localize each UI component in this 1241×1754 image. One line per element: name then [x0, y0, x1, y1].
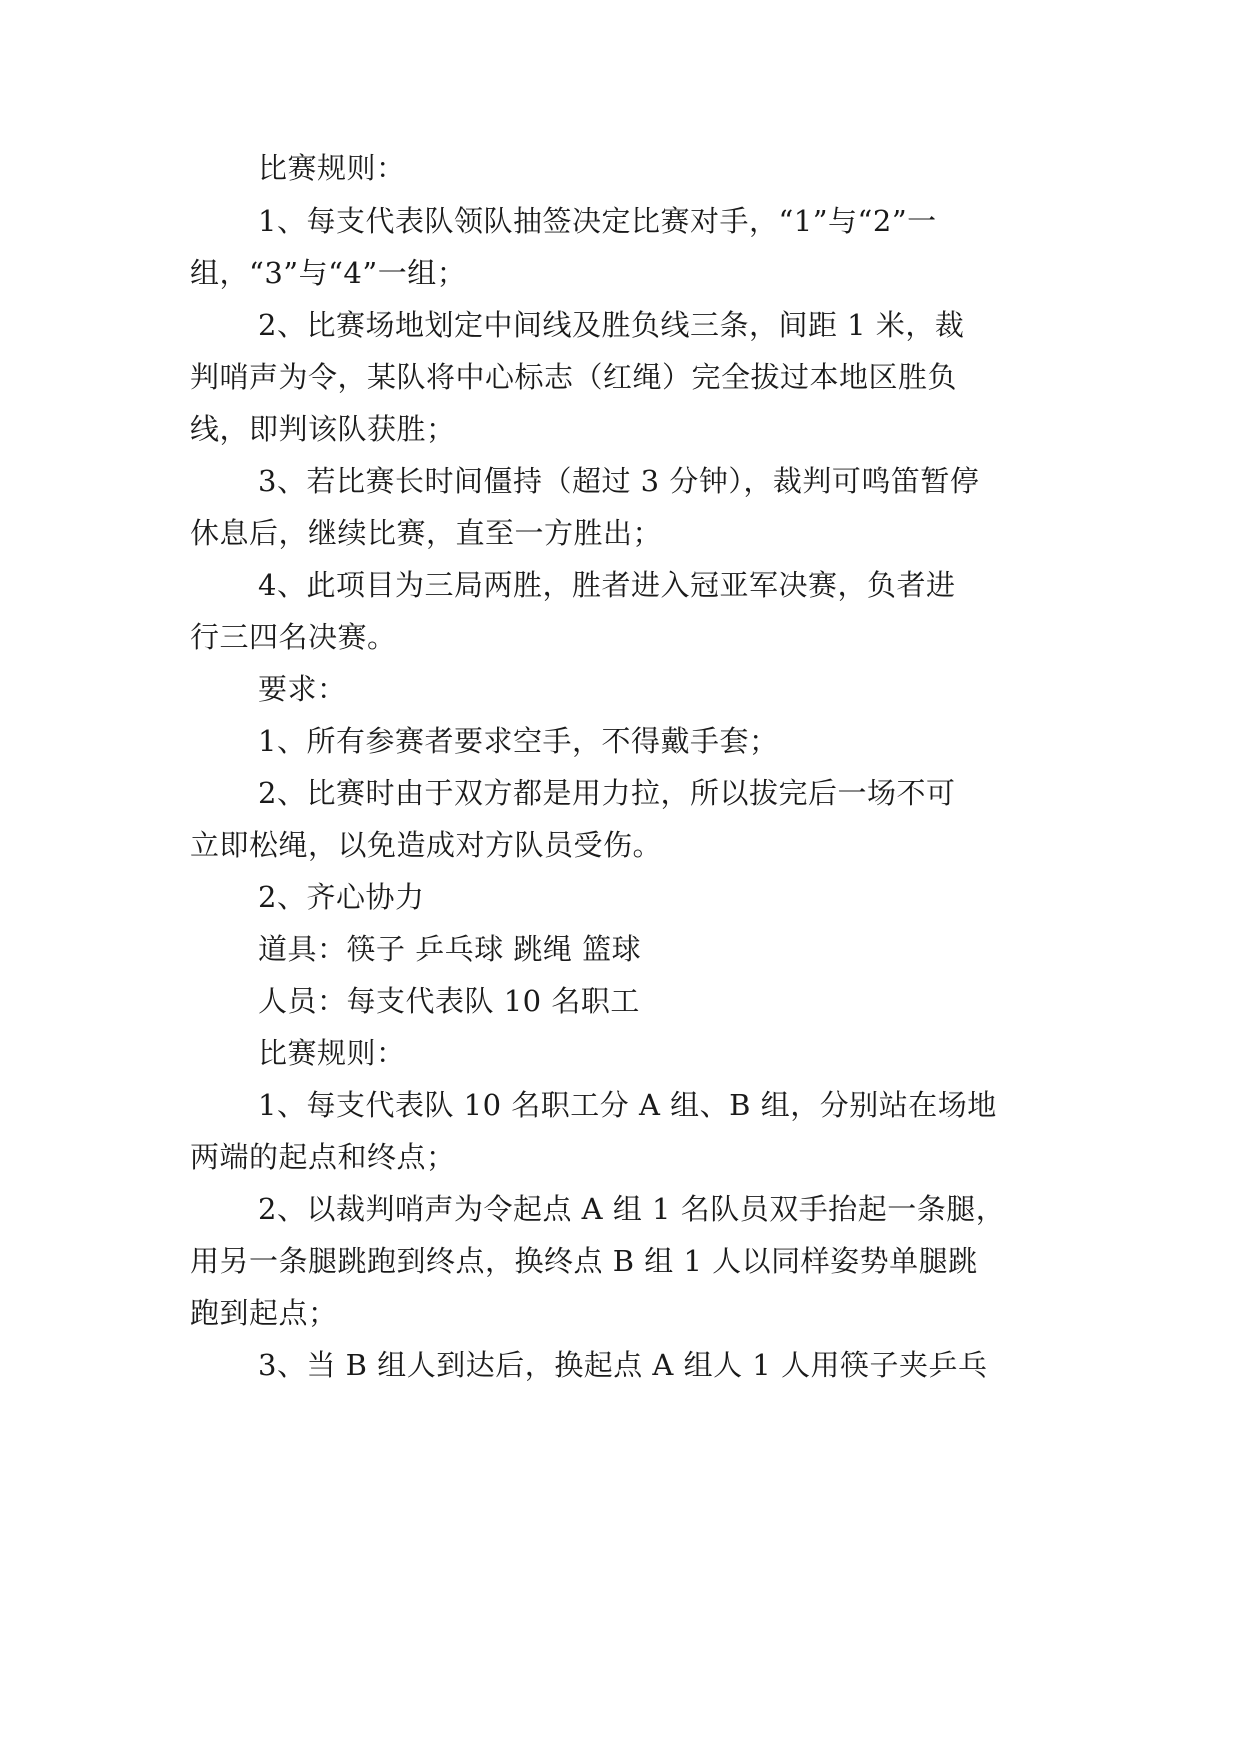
paragraph-line: 3、若比赛长时间僵持（超过 3 分钟），裁判可鸣笛暂停 [258, 464, 980, 498]
paragraph-line: 3、当 B 组人到达后，换起点 A 组人 1 人用筷子夹乒乓 [258, 1348, 988, 1382]
paragraph-line: 4、此项目为三局两胜，胜者进入冠亚军决赛，负者进 [258, 568, 956, 602]
section-heading-rules: 比赛规则： [258, 1036, 406, 1070]
paragraph-line: 两端的起点和终点； [190, 1140, 456, 1174]
paragraph-line: 2、比赛场地划定中间线及胜负线三条，间距 1 米，裁 [258, 308, 965, 342]
paragraph-line: 1、所有参赛者要求空手，不得戴手套； [258, 724, 779, 758]
section-heading-requirements: 要求： [258, 672, 347, 706]
paragraph-line: 2、以裁判哨声为令起点 A 组 1 名队员双手抬起一条腿， [258, 1192, 1006, 1226]
paragraph-line: 立即松绳，以免造成对方队员受伤。 [190, 828, 663, 862]
paragraph-line: 行三四名决赛。 [190, 620, 397, 654]
paragraph-line: 1、每支代表队 10 名职工分 A 组、B 组，分别站在场地 [258, 1088, 997, 1122]
paragraph-line: 组，“3”与“4”一组； [190, 256, 467, 290]
paragraph-line: 休息后，继续比赛，直至一方胜出； [190, 516, 663, 550]
paragraph-line: 1、每支代表队领队抽签决定比赛对手，“1”与“2”一 [258, 204, 937, 238]
section-heading-event: 2、齐心协力 [258, 880, 425, 914]
paragraph-line: 2、比赛时由于双方都是用力拉，所以拔完后一场不可 [258, 776, 956, 810]
paragraph-line: 人员：每支代表队 10 名职工 [258, 984, 640, 1018]
paragraph-line: 道具：筷子 乒乓球 跳绳 篮球 [258, 932, 642, 966]
paragraph-line: 线，即判该队获胜； [190, 412, 456, 446]
section-heading-rules: 比赛规则： [258, 151, 406, 185]
paragraph-line: 判哨声为令，某队将中心标志（红绳）完全拔过本地区胜负 [190, 360, 958, 394]
paragraph-line: 跑到起点； [190, 1296, 338, 1330]
paragraph-line: 用另一条腿跳跑到终点，换终点 B 组 1 人以同样姿势单腿跳 [190, 1244, 978, 1278]
